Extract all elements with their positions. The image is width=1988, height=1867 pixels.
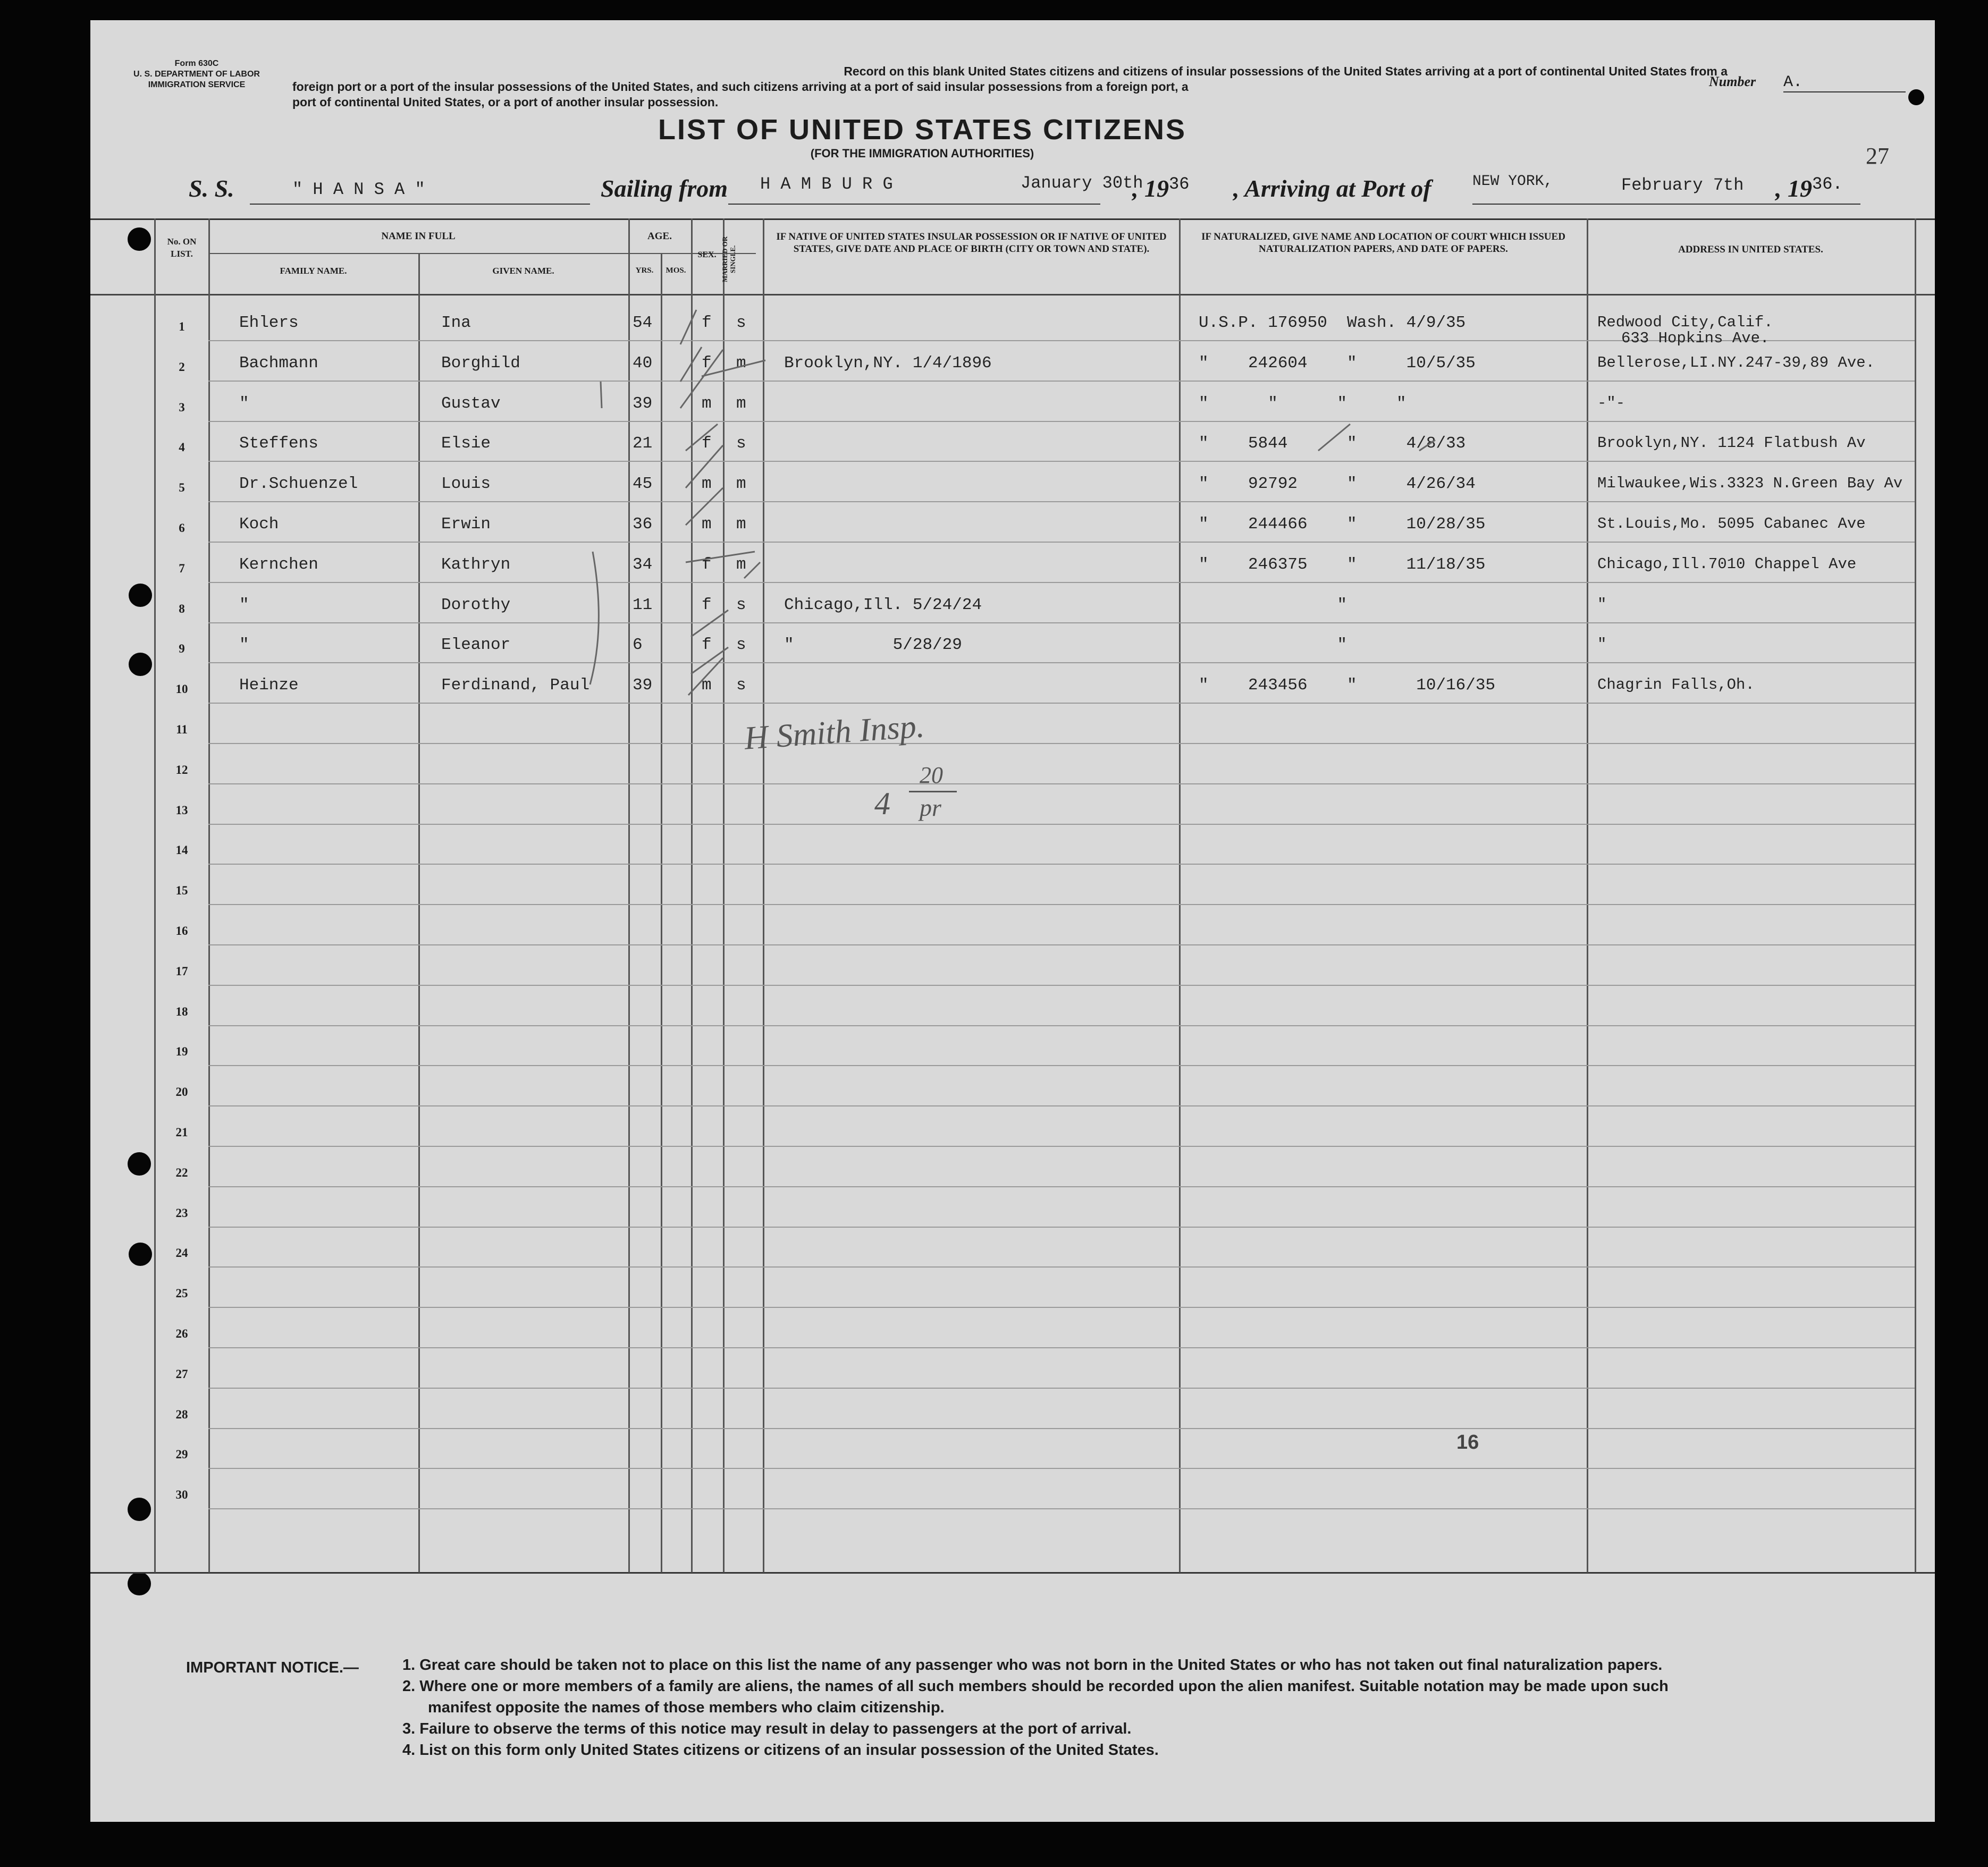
service: IMMIGRATION SERVICE [148,80,246,89]
sex: m [702,394,712,413]
marital-status: m [736,555,746,574]
given-name: Ferdinand, Paul [441,676,590,695]
address: Redwood City,Calif. [1597,314,1773,331]
given-name: Ina [441,314,471,332]
row-number: 4 [179,441,185,454]
marital-status: s [736,434,746,453]
notice-item-3: 3. Failure to observe the terms of this notice may result in delay to passengers at the port of arrival. [402,1720,1132,1737]
row-rule [208,783,1915,784]
age-years: 11 [633,595,653,614]
header-given: GIVEN NAME. [492,266,554,276]
address: Bellerose,LI.NY.247-39,89 Ave. [1597,353,1875,371]
sex: f [702,555,712,574]
family-name: Dr.Schuenzel [239,475,358,494]
row-number: 24 [175,1246,188,1260]
age-years: 21 [633,434,653,453]
row-number: 14 [175,843,188,857]
sex: m [702,475,712,494]
age-years: 6 [633,636,643,655]
row-rule [208,1388,1915,1389]
row-number: 30 [175,1488,188,1502]
table-bottom-line [90,1572,1935,1574]
number-value: A. [1783,73,1803,91]
row-number: 17 [175,964,188,978]
row-number: 15 [175,884,188,898]
family-name: " [239,595,249,614]
sex: f [702,595,712,614]
punch-hole-6 [128,1498,151,1521]
important-notice-heading: IMPORTANT NOTICE.— [186,1659,359,1676]
address: Chagrin Falls,Oh. [1597,676,1755,694]
address: " [1597,595,1607,613]
address: -"- [1597,394,1625,412]
marital-status: s [736,676,746,695]
age-years: 54 [633,314,653,332]
number-label: Number [1709,74,1756,89]
naturalization-info: " [1199,595,1347,614]
sex: m [702,515,712,534]
age-years: 39 [633,394,653,413]
family-name: Heinze [239,676,299,695]
sex: f [702,314,712,332]
header-address: ADDRESS IN UNITED STATES. [1678,244,1823,255]
row-number: 10 [175,682,188,696]
sex: f [702,636,712,655]
arriving-label: , Arriving at Port of [1233,175,1431,202]
family-name: " [239,394,249,413]
birth-info: " 5/28/29 [784,636,962,655]
marital-status: m [736,475,746,494]
important-notice-items [402,1654,1669,1761]
address: Milwaukee,Wis.3323 N.Green Bay Av [1597,475,1903,493]
row-number: 18 [175,1004,188,1018]
page-subtitle: (FOR THE IMMIGRATION AUTHORITIES) [810,147,1034,160]
inspector-signature: H Smith Insp. [743,708,926,757]
department: U. S. DEPARTMENT OF LABOR [133,70,260,79]
header-family: FAMILY NAME. [280,266,347,276]
given-name: Elsie [441,434,491,453]
header-age: AGE. [647,231,672,242]
given-name: Kathryn [441,555,511,574]
row-rule [208,1266,1915,1268]
record-line-2: foreign port or a port of the insular possessions of the United States, and such citizens arriving at a port of said insular possessions from a foreign port, a [292,80,1189,94]
header-no: No. ON LIST. [167,236,197,259]
row-number: 22 [175,1165,188,1179]
given-name: Eleanor [441,636,511,655]
row-number: 21 [175,1126,188,1139]
row-rule [208,1347,1915,1348]
arrival-date: February 7th [1621,175,1744,195]
age-years: 45 [633,475,653,494]
header-mos: MOS. [666,266,686,275]
row-number: 26 [175,1327,188,1340]
notice-item-1: 1. Great care should be taken not to place on this list the name of any passenger who was not born in the United States or who has not taken out final naturalization papers. [402,1657,1663,1674]
header-native: IF NATIVE OF UNITED STATES INSULAR POSSESSION OR IF NATIVE OF UNITED STATES, GIVE DATE AND PLACE OF BIRTH (CITY OR TOWN AND STATE). [776,231,1167,255]
page-title: LIST OF UNITED STATES CITIZENS [658,114,1186,146]
sailing-port: H A M B U R G [760,174,893,194]
notice-item-2-cont: manifest opposite the names of those members who claim citizenship. [428,1699,945,1716]
record-line-3: port of continental United States, or a port of another insular possession. [292,95,719,109]
row-rule [208,985,1915,986]
header-sex: SEX. [697,250,717,259]
punch-hole-7 [128,1572,151,1595]
row-number: 7 [179,561,185,575]
fraction-left: 4 [874,786,890,821]
header-naturalized: IF NATURALIZED, GIVE NAME AND LOCATION OF COURT WHICH ISSUED NATURALIZATION PAPERS, AND DATE OF PAPERS. [1201,231,1565,255]
address: St.Louis,Mo. 5095 Cabanec Ave [1597,515,1866,533]
naturalization-info: " 246375 " 11/18/35 [1199,555,1486,574]
row-number: 19 [175,1045,188,1059]
header-yrs: YRS. [635,266,654,275]
row-rule [208,944,1915,945]
naturalization-info: " [1199,636,1347,655]
given-name: Dorothy [441,595,511,614]
row-number: 11 [176,723,188,736]
header-name-in-full: NAME IN FULL [381,231,456,242]
ss-label: S. S. [189,175,234,202]
row-rule [208,864,1915,865]
page-number: 27 [1866,143,1889,169]
row-rule [208,1428,1915,1429]
row-number: 27 [175,1367,188,1381]
naturalization-info: U.S.P. 176950 Wash. 4/9/35 [1199,314,1466,332]
birth-info: Chicago,Ill. 5/24/24 [784,595,982,614]
sailing-date: January 30th [1021,173,1143,193]
row-number: 16 [175,924,188,937]
form-number: Form 630C [174,59,219,68]
punch-hole-4 [128,1152,151,1176]
year-prefix-2: , 19 [1775,175,1812,202]
row-number: 6 [179,521,185,535]
row-rule [208,1508,1915,1509]
marital-status: m [736,353,746,373]
sex: f [702,353,712,373]
year-prefix-1: , 19 [1132,175,1169,202]
row-rule [208,1186,1915,1187]
year-suffix-2: 36. [1812,174,1843,194]
row-number: 9 [179,642,185,656]
naturalization-info: " " " " [1199,394,1406,413]
row-number: 23 [175,1206,188,1220]
row-number: 2 [179,360,185,374]
row-number: 25 [175,1287,188,1300]
family-name: Koch [239,515,279,534]
address: " [1597,636,1607,654]
given-name: Louis [441,475,491,494]
count-annotation: 16 [1456,1431,1479,1454]
birth-info: Brooklyn,NY. 1/4/1896 [784,353,992,373]
naturalization-info: " 92792 " 4/26/34 [1199,475,1476,494]
year-suffix-1: 36 [1169,174,1190,194]
row-number: 8 [179,602,185,615]
row-number: 1 [179,320,185,333]
given-name: Erwin [441,515,491,534]
row-number: 29 [175,1448,188,1462]
marital-status: m [736,394,746,413]
family-name: Kernchen [239,555,318,574]
age-years: 36 [633,515,653,534]
row-number: 20 [175,1085,188,1099]
row-number: 12 [175,763,188,776]
row-number: 13 [175,803,188,817]
row-rule [208,1468,1915,1469]
naturalization-info: " 243456 " 10/16/35 [1199,676,1496,695]
fraction-bottom: pr [920,794,941,821]
sex-check-marks [90,20,1935,764]
family-name: Ehlers [239,314,299,332]
row-rule [208,824,1915,825]
family-name: Bachmann [239,353,318,373]
marital-status: s [736,636,746,655]
row-rule [208,1105,1915,1106]
manifest-sheet [90,20,1935,1822]
row-rule [208,1227,1915,1228]
record-line-1: Record on this blank United States citizens and citizens of insular possessions of the United States arriving at a port of continental United States from a [844,64,1728,78]
row-rule [208,1025,1915,1026]
punch-hole-5 [129,1243,152,1266]
address-line-2: 633 Hopkins Ave. [1621,330,1770,347]
marital-status: s [736,314,746,332]
family-name: Steffens [239,434,318,453]
family-name: " [239,636,249,655]
fraction-top: 20 [920,762,943,788]
sex: m [702,676,712,695]
given-name: Borghild [441,353,520,373]
notice-item-2: 2. Where one or more members of a family are aliens, the names of all such members should be recorded upon the alien manifest. Suitable notation may be made upon such [402,1678,1669,1695]
address: Brooklyn,NY. 1124 Flatbush Av [1597,434,1866,452]
row-number: 28 [175,1407,188,1421]
age-years: 34 [633,555,653,574]
ship-name: " H A N S A " [292,180,425,199]
given-name: Gustav [441,394,501,413]
naturalization-info: " 244466 " 10/28/35 [1199,515,1486,534]
notice-item-4: 4. List on this form only United States citizens or citizens of an insular possession of the United States. [402,1742,1159,1759]
age-years: 39 [633,676,653,695]
marital-status: m [736,515,746,534]
row-rule [208,1307,1915,1308]
header-married: MARRIED OR SINGLE. [721,236,737,283]
row-number: 3 [179,400,185,414]
row-number: 5 [179,481,185,495]
sailing-label: Sailing from [601,175,728,202]
arrival-port: NEW YORK, [1472,173,1553,190]
sex: f [702,434,712,453]
address: Chicago,Ill.7010 Chappel Ave [1597,555,1857,573]
row-rule [208,1065,1915,1066]
naturalization-info: " 5844 " 4/8/33 [1199,434,1466,453]
fraction-line [909,791,957,792]
age-years: 40 [633,353,653,373]
marital-status: s [736,595,746,614]
row-rule [208,904,1915,905]
naturalization-info: " 242604 " 10/5/35 [1199,353,1476,373]
row-rule [208,1146,1915,1147]
